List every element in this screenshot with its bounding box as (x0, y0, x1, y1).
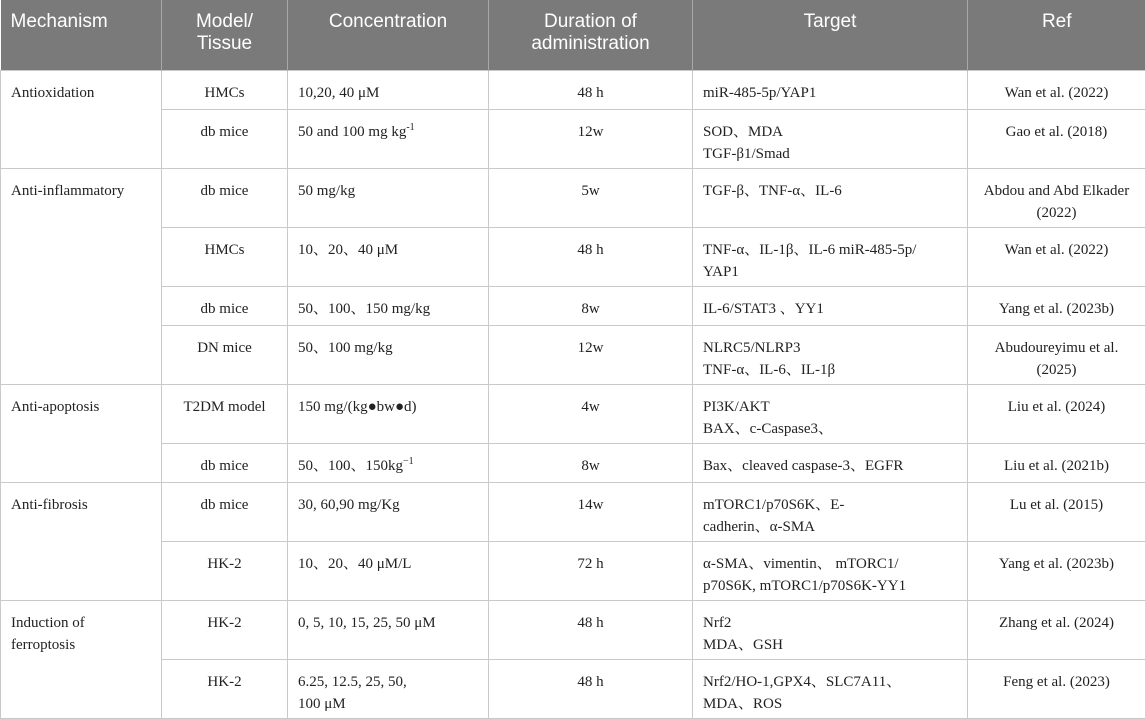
model-cell: HK-2 (162, 541, 288, 600)
concentration-text: 30, 60,90 mg/Kg (298, 496, 400, 513)
mechanism-cell (1, 168, 162, 384)
concentration-text: 10,20, 40 μM (298, 84, 380, 101)
header-model-line2: Tissue (196, 33, 253, 54)
concentration-cell (288, 600, 489, 659)
header-duration-line2: administration (531, 33, 650, 54)
duration-cell: 12w (489, 109, 693, 168)
header-model-line1: Model/ (195, 11, 254, 32)
model-cell: db mice (162, 109, 288, 168)
concentration-text: 0, 5, 10, 15, 25, 50 μM (298, 614, 436, 631)
header-target: Target (693, 0, 968, 70)
concentration-text-line2: 100 μM (298, 695, 346, 712)
duration-cell: 4w (489, 384, 693, 443)
concentration-text: 50、100 mg/kg (298, 339, 393, 356)
duration-cell: 48 h (489, 227, 693, 286)
target-text: NLRC5/NLRP3 (703, 339, 801, 356)
target-cell (693, 227, 968, 286)
mechanism-text: Antioxidation (11, 84, 95, 101)
target-text: Bax、cleaved caspase-3、EGFR (703, 457, 904, 474)
target-text: TNF-α、IL-6、IL-1β (703, 361, 836, 378)
target-text: BAX、c-Caspase3、 (703, 420, 833, 437)
target-cell (693, 443, 968, 482)
target-text: Nrf2 (703, 614, 732, 631)
model-cell: HK-2 (162, 659, 288, 718)
concentration-cell (288, 227, 489, 286)
ref-text: Liu et al. (2024) (1007, 398, 1106, 415)
duration-cell: 8w (489, 443, 693, 482)
table-row (1, 541, 1145, 600)
target-cell (693, 659, 968, 718)
concentration-text: 50、100、150kg (298, 457, 404, 474)
concentration-text: 150 mg/(kg●bw●d) (298, 398, 417, 415)
target-text: MDA、ROS (703, 695, 783, 712)
table-row (1, 325, 1145, 384)
table-row (1, 600, 1145, 659)
concentration-superscript: −1 (403, 455, 414, 467)
concentration-cell (288, 659, 489, 718)
target-cell (693, 325, 968, 384)
ref-text: Liu et al. (2021b) (1004, 457, 1109, 474)
duration-cell: 5w (489, 168, 693, 227)
ref-text: Wan et al. (2022) (1004, 84, 1109, 101)
model-cell: HMCs (162, 227, 288, 286)
mechanism-cell (1, 600, 162, 718)
model-cell: db mice (162, 482, 288, 541)
target-text: miR-485-5p/YAP1 (703, 84, 817, 101)
duration-cell: 48 h (489, 70, 693, 109)
ref-text: Lu et al. (2015) (1009, 496, 1104, 513)
ref-text: Feng et al. (2023) (1003, 673, 1110, 690)
table-row (1, 227, 1145, 286)
mechanism-text: ferroptosis (11, 636, 76, 653)
target-text: MDA、GSH (703, 636, 784, 653)
table-body (1, 70, 1145, 718)
header-ref: Ref (968, 0, 1145, 70)
target-text: mTORC1/p70S6K、E- (703, 496, 845, 513)
target-text: IL-6/STAT3 、YY1 (703, 300, 824, 317)
target-text: α-SMA、vimentin、 mTORC1/ (703, 555, 899, 572)
target-cell (693, 70, 968, 109)
concentration-text: 6.25, 12.5, 25, 50, (298, 673, 407, 690)
target-text: TGF-β1/Smad (703, 145, 790, 162)
table-row (1, 109, 1145, 168)
mechanism-text: Anti-fibrosis (11, 496, 88, 513)
model-cell: DN mice (162, 325, 288, 384)
concentration-cell (288, 443, 489, 482)
target-text: YAP1 (703, 263, 739, 280)
concentration-text: 10、20、40 μM/L (298, 555, 412, 572)
concentration-text: 10、20、40 μM (298, 241, 399, 258)
model-cell: HMCs (162, 70, 288, 109)
target-cell (693, 541, 968, 600)
target-cell (693, 109, 968, 168)
header-concentration: Concentration (288, 0, 489, 70)
duration-cell: 48 h (489, 600, 693, 659)
ref-cell (968, 325, 1145, 384)
target-cell (693, 168, 968, 227)
duration-cell: 48 h (489, 659, 693, 718)
mechanism-text: Anti-inflammatory (11, 182, 125, 199)
header-row (1, 0, 1145, 70)
model-cell: T2DM model (162, 384, 288, 443)
model-cell: db mice (162, 168, 288, 227)
concentration-cell (288, 541, 489, 600)
concentration-cell (288, 325, 489, 384)
model-cell: HK-2 (162, 600, 288, 659)
duration-cell: 8w (489, 286, 693, 325)
ref-text: Abudoureyimu et al. (994, 339, 1119, 356)
concentration-text: 50 and 100 mg kg (298, 123, 407, 140)
ref-cell (968, 109, 1145, 168)
table-row (1, 70, 1145, 109)
target-text: p70S6K, mTORC1/p70S6K-YY1 (703, 577, 907, 594)
mechanism-cell (1, 482, 162, 600)
target-cell (693, 482, 968, 541)
target-cell (693, 286, 968, 325)
mechanism-cell (1, 384, 162, 482)
ref-text: Wan et al. (2022) (1004, 241, 1109, 258)
duration-cell: 72 h (489, 541, 693, 600)
concentration-cell (288, 70, 489, 109)
ref-cell (968, 482, 1145, 541)
mechanism-text: Induction of (11, 614, 85, 631)
target-text: TNF-α、IL-1β、IL-6 miR-485-5p/ (703, 241, 917, 258)
table-row (1, 286, 1145, 325)
duration-cell: 14w (489, 482, 693, 541)
ref-cell (968, 168, 1145, 227)
table-row (1, 443, 1145, 482)
header-duration-line1: Duration of (544, 11, 637, 32)
target-text: PI3K/AKT (703, 398, 770, 415)
table-row (1, 384, 1145, 443)
ref-cell (968, 659, 1145, 718)
ref-text: Zhang et al. (2024) (999, 614, 1114, 631)
ref-cell (968, 384, 1145, 443)
ref-cell (968, 443, 1145, 482)
target-cell (693, 384, 968, 443)
ref-text: Yang et al. (2023b) (998, 300, 1115, 317)
concentration-cell (288, 482, 489, 541)
ref-cell (968, 70, 1145, 109)
header-duration (489, 0, 693, 70)
mechanism-text: Anti-apoptosis (11, 398, 100, 415)
duration-cell: 12w (489, 325, 693, 384)
model-cell: db mice (162, 286, 288, 325)
concentration-text: 50 mg/kg (298, 182, 356, 199)
concentration-superscript: -1 (406, 121, 415, 133)
ref-text: (2022) (1036, 204, 1077, 221)
concentration-text: 50、100、150 mg/kg (298, 300, 431, 317)
ref-cell (968, 541, 1145, 600)
header-mechanism: Mechanism (1, 0, 162, 70)
table-row (1, 659, 1145, 718)
target-text: cadherin、α-SMA (703, 518, 816, 535)
ref-cell (968, 600, 1145, 659)
table-row (1, 168, 1145, 227)
concentration-cell (288, 109, 489, 168)
ref-text: Abdou and Abd Elkader (983, 182, 1130, 199)
mechanism-cell (1, 70, 162, 168)
header-model (162, 0, 288, 70)
ref-cell (968, 227, 1145, 286)
concentration-cell (288, 384, 489, 443)
table-row (1, 482, 1145, 541)
target-text: TGF-β、TNF-α、IL-6 (703, 182, 842, 199)
ref-cell (968, 286, 1145, 325)
model-cell: db mice (162, 443, 288, 482)
target-text: Nrf2/HO-1,GPX4、SLC7A11、 (703, 673, 902, 690)
concentration-cell (288, 286, 489, 325)
concentration-cell (288, 168, 489, 227)
target-text: SOD、MDA (703, 123, 784, 140)
ref-text: (2025) (1036, 361, 1077, 378)
ref-text: Gao et al. (2018) (1005, 123, 1108, 140)
target-cell (693, 600, 968, 659)
ref-text: Yang et al. (2023b) (998, 555, 1115, 572)
